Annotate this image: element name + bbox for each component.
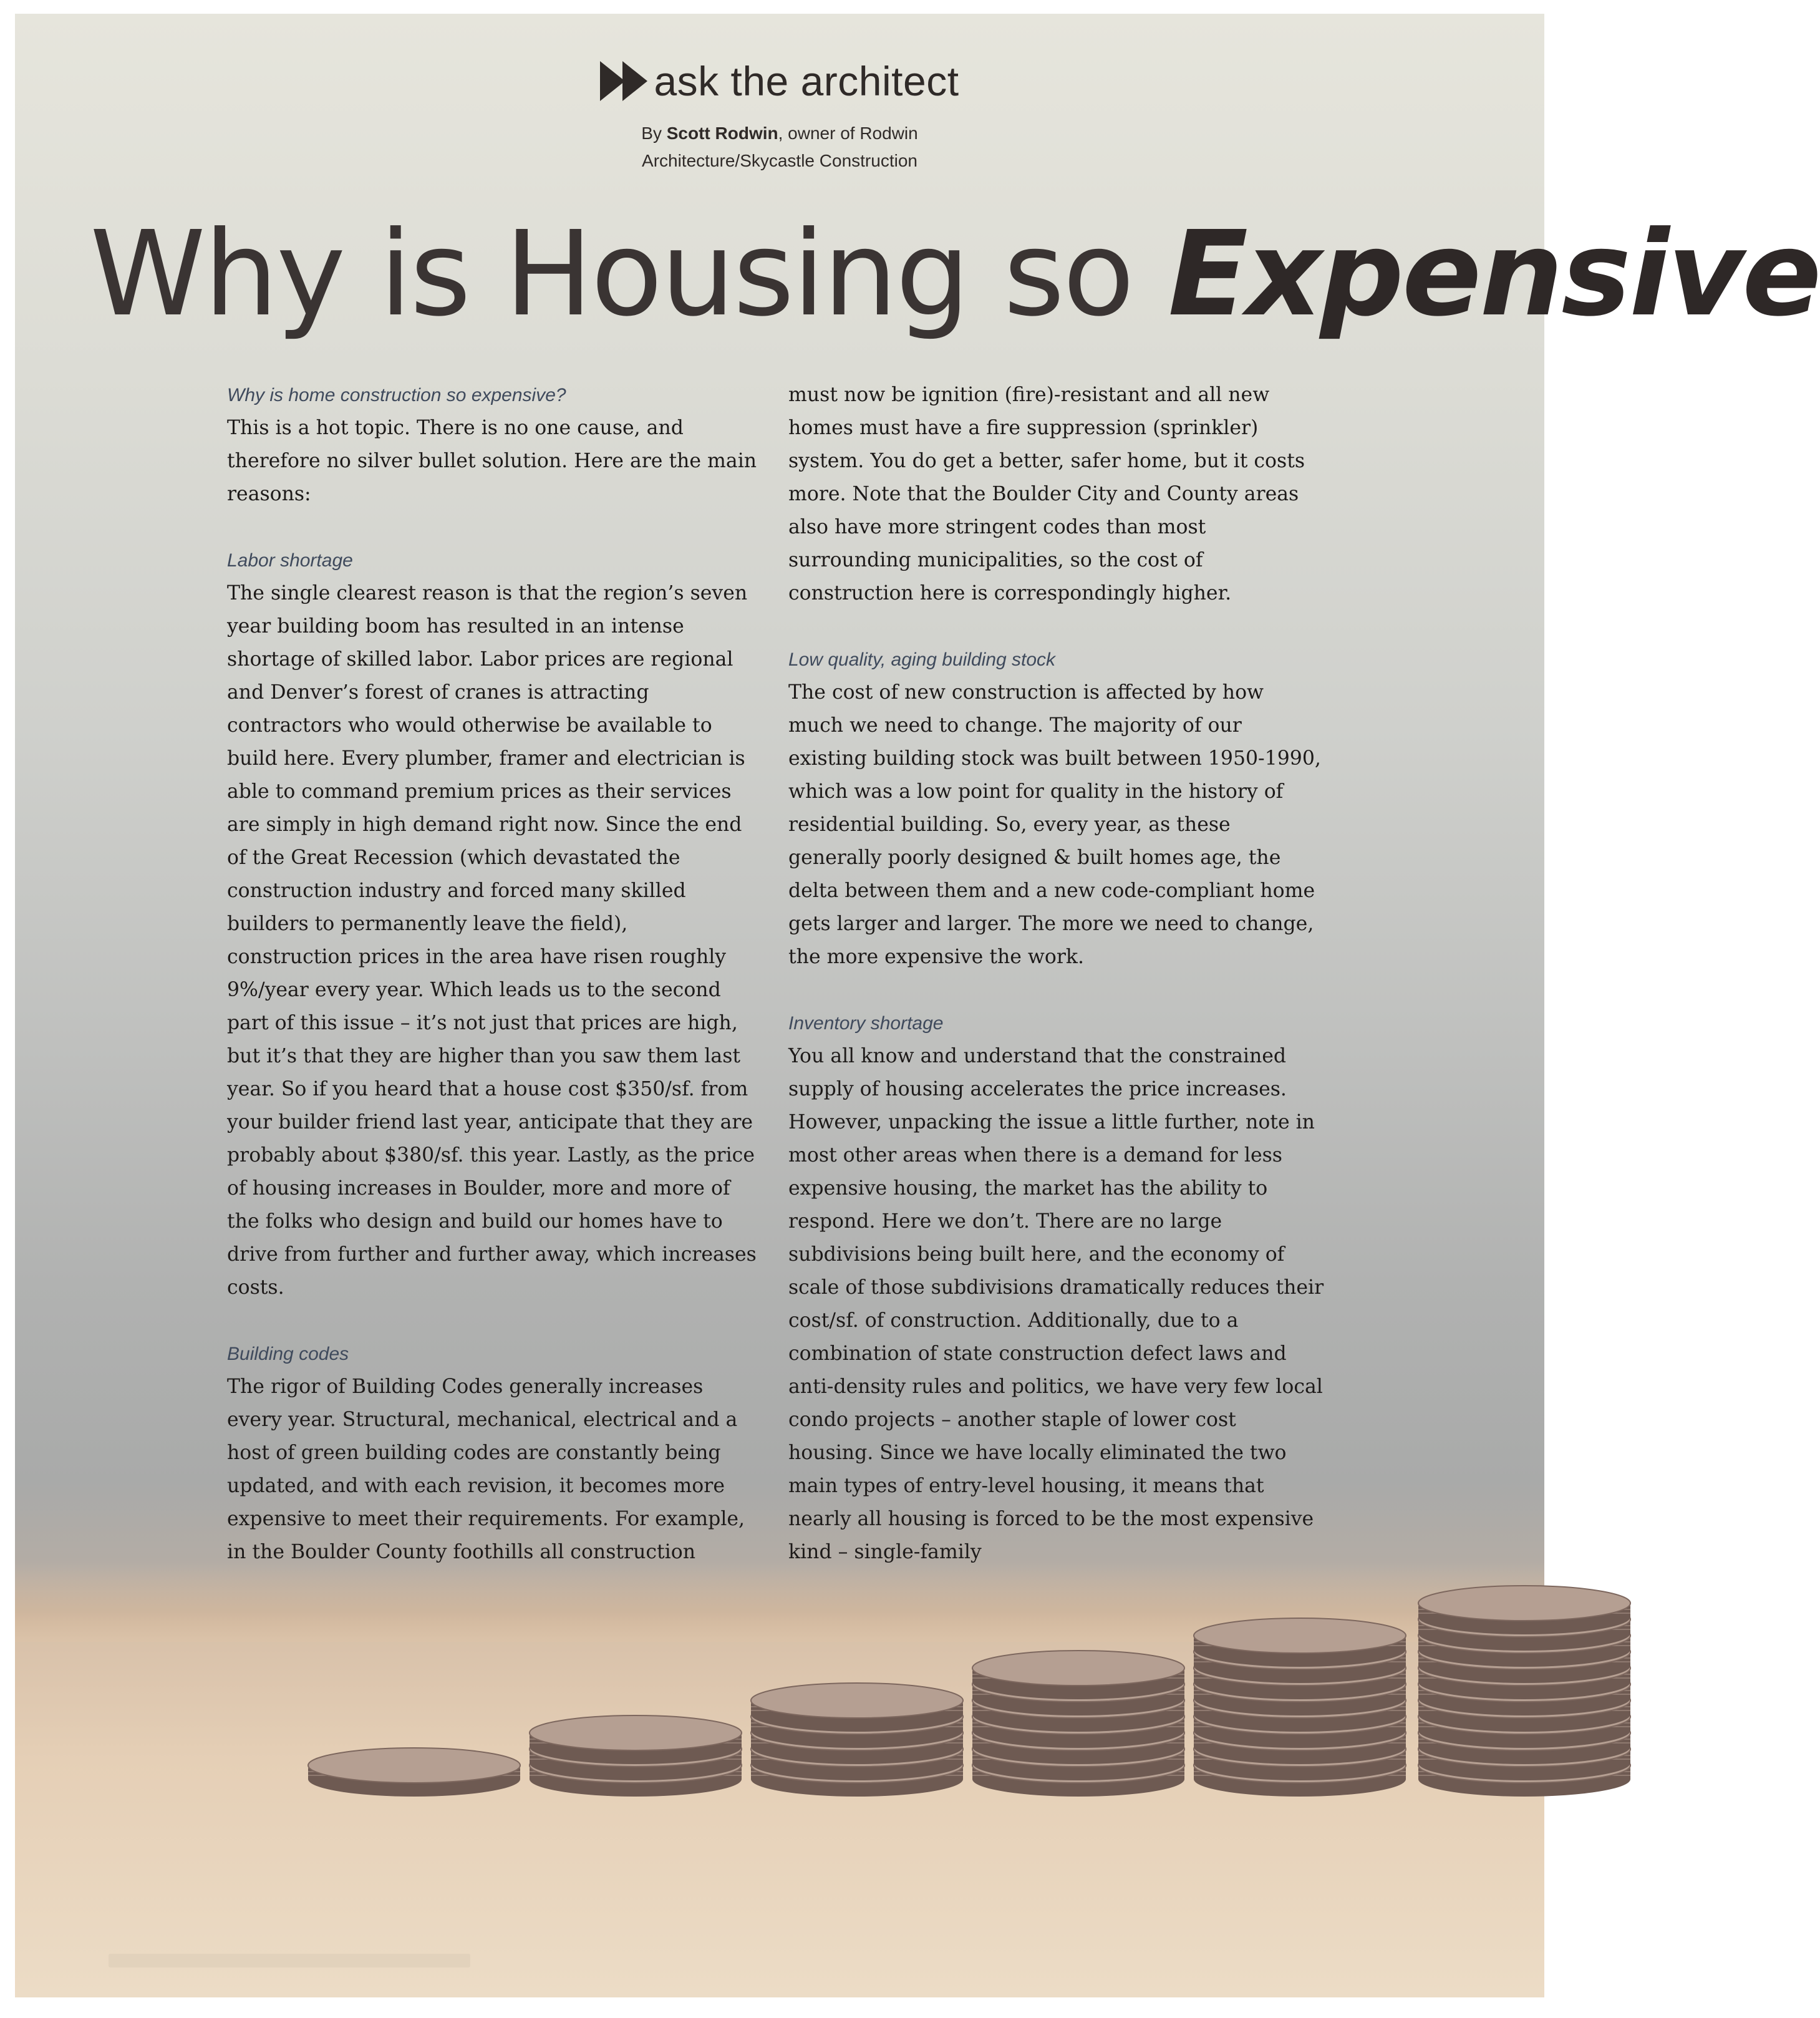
page-footer-mark	[109, 1954, 470, 1967]
subhead-inventory-shortage: Inventory shortage	[788, 1013, 944, 1034]
byline	[15, 120, 1544, 175]
coin-stack	[1194, 1618, 1406, 1797]
coin-face	[530, 1715, 742, 1750]
coin-stack	[972, 1651, 1184, 1797]
stock-paragraph: The cost of new construction is affected by how much we need to change. The majority of our existing building stock was built between 1950-1990, which was a low point for quality in the history of residential building. So, every year, as these generally poorly designed & built homes age, the delta between them and a new code-compliant home gets larger and larger. The more we need to change, the more expensive the work.	[788, 681, 1321, 968]
title-emphasis: Expensive	[1168, 206, 1820, 342]
byline-prefix: By	[641, 124, 667, 143]
subhead-home-construction: Why is home construction so expensive?	[227, 385, 566, 405]
intro-paragraph: This is a hot topic. There is no one cause, and therefore no silver bullet solution. Here are the main reasons:	[227, 417, 757, 505]
subhead-building-stock: Low quality, aging building stock	[788, 649, 1056, 670]
byline-company: Architecture/Skycastle Construction	[642, 151, 917, 170]
coin-stack	[751, 1683, 963, 1797]
section-label: ask the architect	[654, 58, 959, 104]
coin-stacks-illustration	[15, 1467, 1544, 1817]
coin-stack	[1418, 1586, 1630, 1797]
inventory-paragraph: You all know and understand that the constrained supply of housing accelerates the price increases. However, unpacking the issue a little further, note in most other areas when there is a demand for less expensive housing, the market has the ability to respond. Here we don’t. There are no large subdivisions being built here, and the economy of scale of those subdivisions dramatically reduces their cost/sf. of construction. Additionally, due to a combination of state construction defect laws and anti-density rules and politics, we have very few local condo projects – another staple of lower cost housing. Since we have locally eliminated the two main types of entry-level housing, it means that nearly all housing is forced to be the most expensive kind – single-family	[788, 1045, 1324, 1563]
codes-continued-paragraph: must now be ignition (fire)-resistant and all new homes must have a fire suppression (sprinkler) system. You do get a better, safer home, but it costs more. Note that the Boulder City and County areas also have more stringent codes than most surrounding municipalities, so the cost of construction here is correspondingly higher.	[788, 384, 1305, 604]
left-column	[227, 379, 757, 1569]
article-header	[15, 57, 1544, 175]
magazine-page	[15, 14, 1820, 1997]
coin-face	[751, 1683, 963, 1718]
subhead-building-codes: Building codes	[227, 1344, 349, 1364]
section-line	[15, 57, 1544, 105]
coin-face	[1194, 1618, 1406, 1653]
right-column	[788, 379, 1325, 1569]
coin-face	[972, 1651, 1184, 1686]
author-name: Scott Rodwin	[666, 124, 778, 143]
labor-paragraph: The single clearest reason is that the region’s seven year building boom has resulted in an intense shortage of skilled labor. Labor prices are regional and Denver’s forest of cranes is attracting contractors who would otherwise be available to build here. Every plumber, framer and electrician is able to command premium prices as their services are simply in high demand right now. Since the end of the Great Recession (which devastated the construction industry and forced many skilled builders to permanently leave the field), construction prices in the area have risen roughly 9%/year every year. Which leads us to the second part of this issue – it’s not just that prices are high, but it’s that they are higher than you saw them last year. So if you heard that a house cost $350/sf. from your builder friend last year, anticipate that they are probably about $380/sf. this year. Lastly, as the price of housing increases in Boulder, more and more of the folks who design and build our homes have to drive from further and further away, which increases costs.	[227, 582, 757, 1299]
coin-stack	[308, 1748, 520, 1797]
title-regular: Why is Housing so	[90, 206, 1168, 342]
page-title	[90, 206, 1820, 342]
fast-forward-icon	[600, 61, 645, 101]
subhead-labor-shortage: Labor shortage	[227, 550, 353, 571]
codes-paragraph: The rigor of Building Codes generally increases every year. Structural, mechanical, electrical and a host of green building codes are constantly being updated, and with each revision, it becomes more expensive to meet their requirements. For example, in the Boulder County foothills all construction	[227, 1375, 745, 1563]
byline-rest: , owner of Rodwin	[778, 124, 918, 143]
coin-stack	[530, 1715, 742, 1797]
coin-face	[1418, 1586, 1630, 1621]
coin-face	[308, 1748, 520, 1783]
